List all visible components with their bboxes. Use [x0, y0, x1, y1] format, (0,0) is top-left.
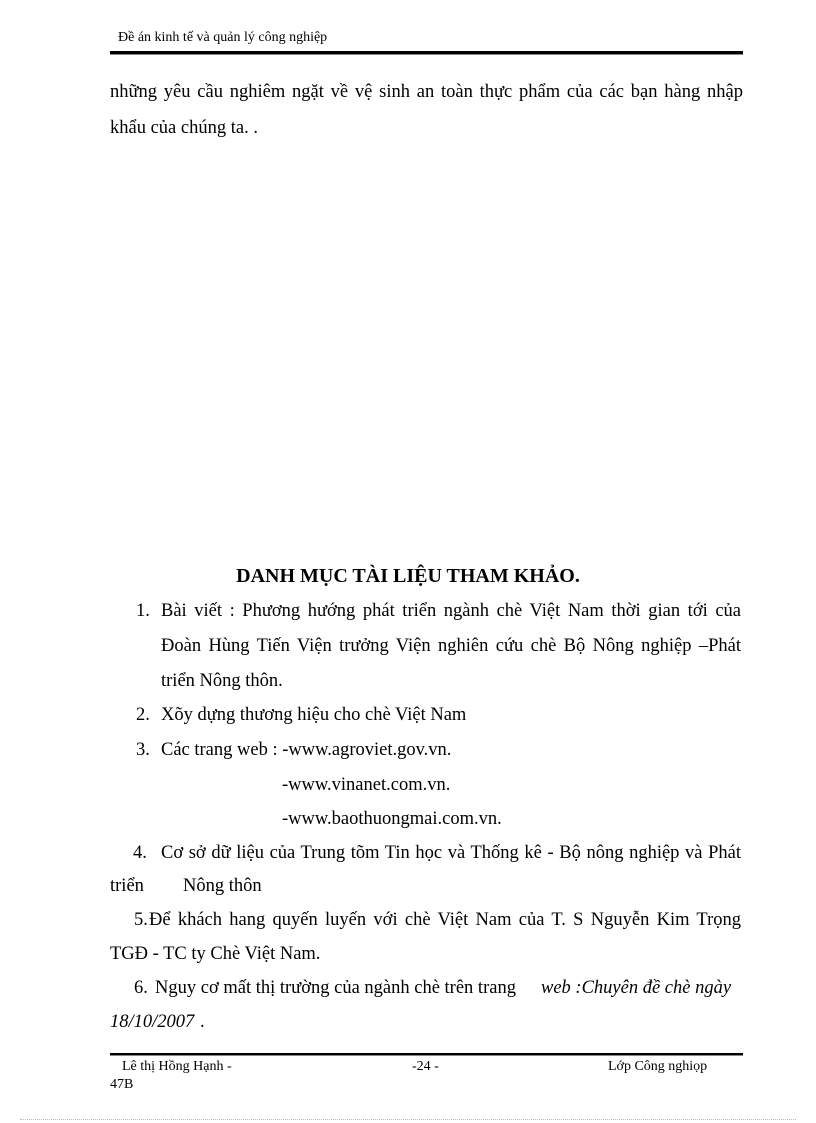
- item-line: web :Chuyên đề chè ngày: [541, 978, 732, 998]
- item-line: -www.vinanet.com.vn.: [282, 775, 451, 795]
- item-line: TGĐ - TC ty Chè Việt Nam.: [110, 944, 321, 964]
- page-number: -24 -: [412, 1059, 439, 1074]
- item-number: 4.: [133, 843, 147, 863]
- item-line: Các trang web : -www.agroviet.gov.vn.: [161, 740, 452, 760]
- running-header: Đề án kinh tế và quản lý công nghiệp: [118, 30, 328, 45]
- body-line: những yêu cầu nghiêm ngặt về vệ sinh an toàn thực phẩm của các bạn hàng nhập: [110, 82, 743, 102]
- item-line: Để khách hang quyến luyến với chè Việt Nam của T. S Nguyễn Kim Trọng: [149, 910, 741, 930]
- header-rule: [110, 51, 743, 55]
- item-line: 18/10/2007: [110, 1012, 195, 1032]
- footer-rule: [110, 1053, 743, 1056]
- item-number: 3.: [136, 740, 150, 760]
- footer-author: Lê thị Hồng Hạnh -: [122, 1059, 232, 1074]
- footer-class: Lớp Công nghiọp: [608, 1059, 708, 1074]
- item-line: Cơ sở dữ liệu của Trung tõm Tin học và Thống kê - Bộ nông nghiệp và Phát: [161, 843, 741, 863]
- item-line: Đoàn Hùng Tiến Viện trưởng Viện nghiên cứu chè Bộ Nông nghiệp –Phát: [161, 636, 741, 656]
- item-line: Nguy cơ mất thị trường của ngành chè trên trang: [155, 978, 516, 998]
- footer-author-class: 47B: [110, 1077, 134, 1092]
- item-line: triển: [110, 876, 144, 896]
- item-line: triển Nông thôn.: [161, 671, 283, 691]
- item-number: 5.: [134, 910, 148, 930]
- item-line: Bài viết : Phương hướng phát triển ngành chè Việt Nam thời gian tới của: [161, 601, 741, 621]
- body-line: khẩu của chúng ta. .: [110, 118, 258, 138]
- item-number: 6.: [134, 978, 148, 998]
- item-line: Nông thôn: [183, 876, 262, 896]
- item-line: -www.baothuongmai.com.vn.: [282, 809, 502, 829]
- references-title: DANH MỤC TÀI LIỆU THAM KHẢO.: [236, 565, 580, 587]
- item-line: Xõy dựng thương hiệu cho chè Việt Nam: [161, 705, 467, 725]
- page-boundary: [20, 1119, 796, 1120]
- item-number: 2.: [136, 705, 150, 725]
- item-line: .: [200, 1012, 205, 1032]
- item-number: 1.: [136, 601, 150, 621]
